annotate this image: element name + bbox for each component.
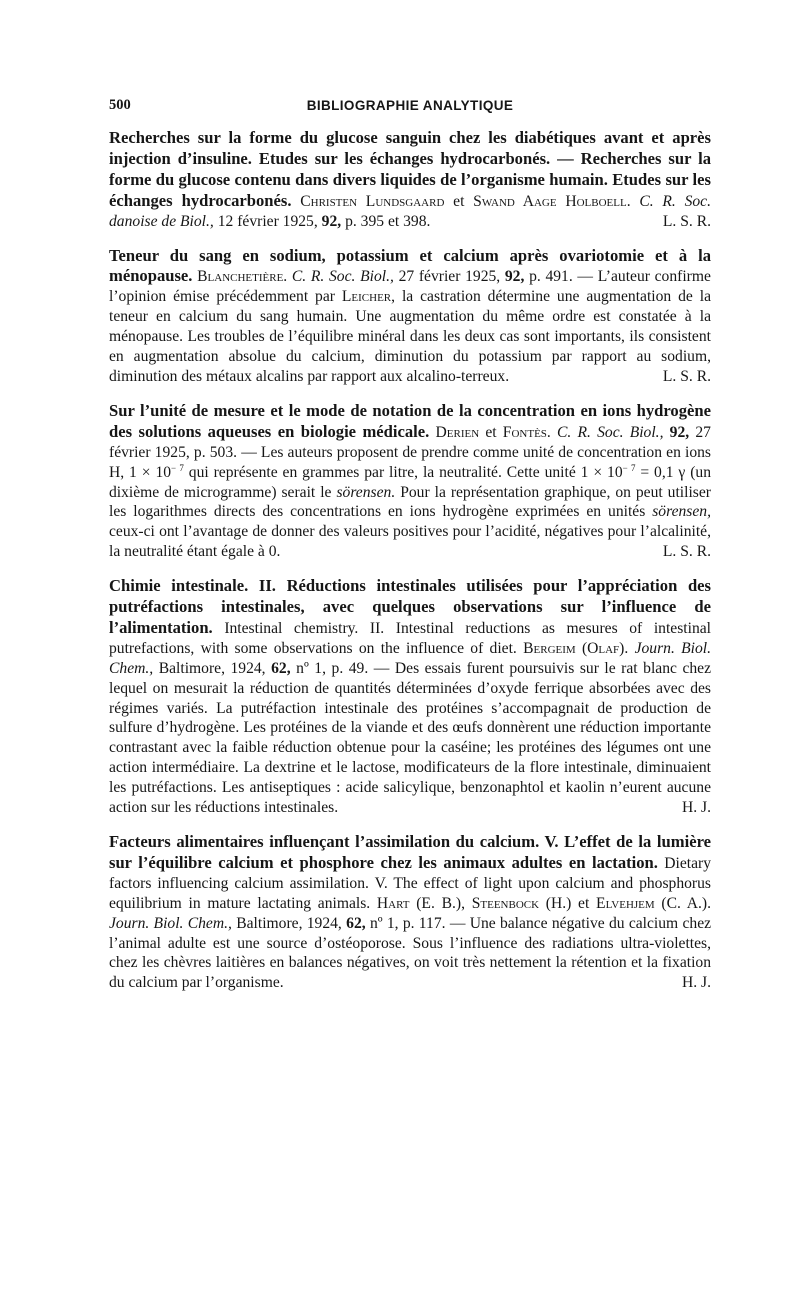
entry-volume: 92,	[321, 212, 342, 230]
entry-authors: Steenbock (H.)	[471, 894, 572, 912]
entry-signature: L. S. R.	[662, 367, 711, 385]
bibliography-entry	[109, 576, 711, 818]
entry-title: Teneur du sang en sodium, potassium et calcium après ovariotomie et à la ménopause.	[109, 245, 711, 286]
entry-authors: Christen Lundsgaard	[300, 192, 445, 210]
entry-text: — Les auteurs proposent de prendre comme unité de concentration en ions H, 1 × 10	[109, 443, 711, 481]
entry-date: 27 février 1925,	[398, 268, 501, 286]
entry-place: Baltimore, 1924,	[236, 914, 342, 932]
entry-issue: nº 1, p. 117.	[369, 914, 446, 932]
entry-authors: Blanchetière.	[197, 268, 288, 286]
entry-pages: p. 503.	[193, 443, 238, 461]
entry-term: sörensen,	[652, 503, 711, 521]
entry-journal: C. R. Soc. Biol.,	[291, 268, 394, 286]
entry-conjunction: et	[485, 423, 497, 441]
document-page	[109, 96, 711, 1007]
entry-authors: Fontès.	[502, 423, 551, 441]
entry-text: — L’auteur confirme l’opinion émise précédemment par	[109, 268, 711, 306]
exponent: − 7	[171, 462, 184, 473]
entry-conjunction: et	[453, 192, 465, 210]
entry-text: ceux-ci ont l’avantage de donner des valeurs positives pour l’acidité, négatives pour l’alcalinité, la neutralité étant égale à 0.	[109, 523, 711, 561]
entry-journal: Journ. Biol. Chem.,	[109, 639, 711, 677]
running-head	[109, 96, 711, 118]
entry-place: Baltimore, 1924,	[158, 659, 266, 677]
entry-signature: L. S. R.	[662, 212, 711, 230]
bibliography-entry	[109, 128, 711, 232]
entry-authors: Bergeim (Olaf).	[523, 639, 629, 657]
entry-journal: C. R. Soc. danoise de Biol.,	[109, 192, 711, 230]
entry-volume: 92,	[504, 268, 525, 286]
exponent: − 7	[622, 462, 636, 473]
entry-volume: 62,	[346, 914, 366, 932]
bibliography-entry	[109, 246, 711, 387]
bibliography-entry	[109, 832, 711, 993]
entry-authors: Swand Aage Holboell.	[473, 192, 631, 210]
entry-title: Chimie intestinale. II. Réductions intestinales utilisées pour l’appréciation des putréfactions intestinales, avec quelques observations sur l’influence de l’alimentation.	[109, 576, 711, 637]
entry-signature: H. J.	[681, 799, 711, 817]
entry-journal: Journ. Biol. Chem.,	[109, 914, 232, 932]
entry-text: — Des essais furent poursuivis sur le rat blanc chez lequel on mesurait la réduction de quantités déterminées d’oxyde ferrique absorbées avec des régimes variés. La putréfaction intestinale des protéines s’accompagnait de production de sulfure d’hydrogène. Les protéines de la viande et des œufs donnèrent une réduction importante contrastant avec la faible réduction obtenue pour la caséine; les protéines des légumes ont une action intermédiaire. La dextrine et le lactose, modificateurs de la flore intestinale, diminuaient les putréfactions. Les antiseptiques : acide salicylique, benzonaphtol et kaolin n’eurent aucune action sur les réductions intestinales.	[109, 659, 712, 817]
entry-text: Pour la représentation graphique, on peut utiliser les logarithmes directs des concentrations en ions hydrogène exprimées en unités	[109, 483, 711, 521]
entry-text: — Une balance négative du calcium chez l’animal adulte est une source d’ostéoporose. Sous l’influence des radiations ultra-violettes, chez les chèvres laitières en balances négatives, on voit très nettement la rétention et la fixation du calcium par l’organisme.	[109, 914, 712, 992]
entry-date: 12 février 1925,	[217, 212, 318, 230]
entry-cited-author: Leicher,	[341, 288, 396, 306]
entry-authors: Derien	[435, 423, 480, 441]
entry-signature: L. S. R.	[662, 543, 711, 561]
entry-title: Sur l’unité de mesure et le mode de notation de la concentration en ions hydrogène des solutions aqueuses en biologie médicale.	[109, 400, 711, 441]
entry-date: 27 février 1925,	[109, 423, 711, 461]
entry-volume: 62,	[271, 659, 291, 677]
running-title: BIBLIOGRAPHIE ANALYTIQUE	[306, 98, 514, 113]
entry-authors: Hart (E. B.),	[376, 894, 465, 912]
entry-pages: p. 491.	[529, 268, 573, 286]
entry-authors: Elvehjem (C. A.).	[596, 894, 712, 912]
entry-english-title: Intestinal chemistry. II. Intestinal reductions as mesures of intestinal putrefactions, with some observations on the influence of diet.	[109, 619, 712, 657]
entry-title: Recherches sur la forme du glucose sanguin chez les diabétiques avant et après injection d’insuline. Etudes sur les échanges hydrocarbonés. — Recherches sur la forme du glucose contenu dans divers liquides de l’organisme humain. Etudes sur les échanges hydrocarbonés.	[109, 128, 711, 210]
entry-title: Facteurs alimentaires influençant l’assimilation du calcium. V. L’effet de la lumière sur l’équilibre calcium et phosphore chez les animaux adultes en lactation.	[109, 832, 711, 872]
entry-signature: H. J.	[681, 974, 711, 992]
entry-text: = 0,1 γ (un dixième de microgramme) serait le	[109, 463, 712, 501]
entry-issue: nº 1, p. 49.	[296, 659, 369, 677]
entry-term: sörensen.	[336, 483, 396, 501]
entry-pages: p. 395 et 398.	[345, 212, 431, 230]
bibliography-entry	[109, 401, 711, 562]
page-number: 500	[109, 97, 131, 113]
entry-english-title: Dietary factors influencing calcium assimilation. V. The effect of light upon calcium and phosphorus equilibrium in mature lactating animals.	[109, 854, 711, 912]
entry-conjunction: et	[578, 894, 590, 912]
entry-text: la castration détermine une augmentation de la teneur en calcium du sang humain. Une augmentation du même ordre est constatée à la ménopause. Les troubles de l’équilibre minéral dans les deux cas sont importants, ils consistent en augmentation absolue du calcium, diminution du potassium par rapport au sodium, diminution des métaux alcalins par rapport aux alcalino-terreux.	[109, 288, 712, 385]
entry-text: qui représente en grammes par litre, la neutralité. Cette unité 1 × 10	[183, 463, 623, 481]
entry-journal: C. R. Soc. Biol.,	[557, 423, 664, 441]
entry-volume: 92,	[669, 423, 690, 441]
